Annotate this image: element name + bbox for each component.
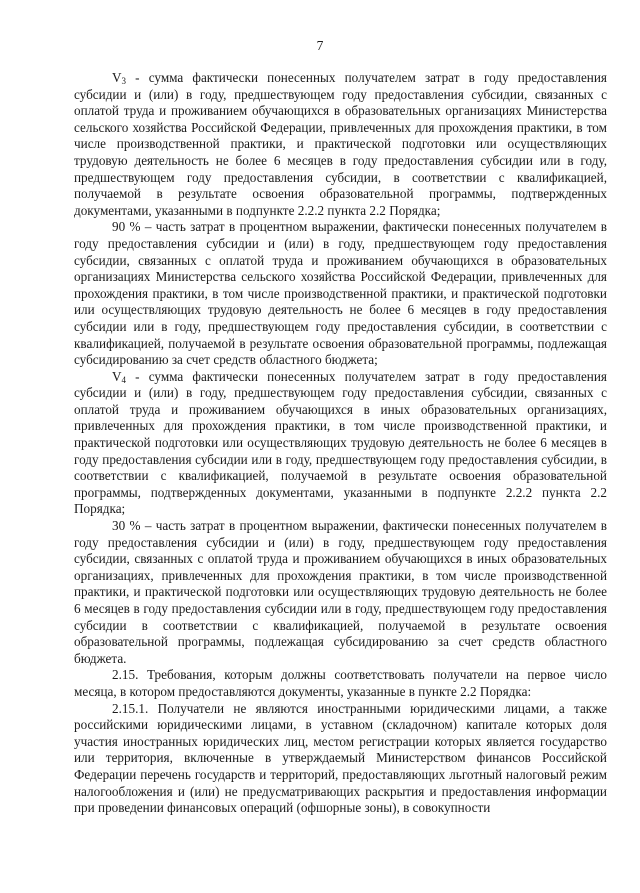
paragraph-v4: $V_4$ - сумма фактически понесенных получателем затрат в году предоставления субсидии и (или) в году, предшествующем году предоставления субсидии, связанных с оплатой труда и проживанием обучающихся в иных образовательных организациях, привлеченных для прохождения практики, в том числе производственной практики, и практической подготовки или осуществляющих трудовую деятельность не более 6 месяцев в году предоставления субсидии или в году, предшествующем году предоставления субсидии, в соответствии с квалификацией, получаемой в результате освоения образовательной программы, подтвержденных документами, указанными в подпункте 2.2.2 пункта 2.2 Порядка; (74, 368, 607, 517)
paragraph-v3: $V_3$ - сумма фактически понесенных получателем затрат в году предоставления субсидии и (или) в году, предшествующем году предоставления субсидии, связанных с оплатой труда и проживанием обучающихся в образовательных организациях Министерства сельского хозяйства Российской Федерации, привлеченных для прохождения практики, в том числе производственной практики, и практической подготовки или осуществляющих трудовую деятельность не более 6 месяцев в году предоставления субсидии или в году, предшествующем году предоставления субсидии, в соответствии с квалификацией, получаемой в результате освоения образовательной программы, подтвержденных документами, указанными в подпункте 2.2.2 пункта 2.2 Порядка; (74, 70, 607, 218)
variable-v4: $V_4$ (112, 368, 127, 385)
paragraph-30-percent: 30 % – часть затрат в процентном выражении, фактически понесенных получателем в году предоставления субсидии и (или) в году, предшествующем году предоставления субсидии, связанных с оплатой труда и проживанием обучающихся в иных образовательных организациях, привлеченных для прохождения практики, в том числе производственной практики, и практической подготовки или осуществляющих трудовую деятельность не более 6 месяцев в году предоставления субсидии или в году, предшествующем году предоставления субсидии в соответствии с квалификацией, получаемой в результате освоения образовательной программы, подлежащая субсидированию за счет средств областного бюджета. (74, 518, 607, 666)
document-body (74, 70, 607, 817)
page-number: 7 (316, 38, 324, 53)
paragraph-2-15: 2.15. Требования, которым должны соответствовать получатели на первое число месяца, в котором предоставляются документы, указанные в пункте 2.2 Порядка: (74, 667, 607, 699)
variable-v3: $V_3$ (112, 70, 127, 86)
paragraph-90-percent: 90 % – часть затрат в процентном выражении, фактически понесенных получателем в году предоставления субсидии и (или) в году, предшествующем году предоставления субсидии, связанных с оплатой труда и проживанием обучающихся в образовательных организациях Министерства сельского хозяйства Российской Федерации, привлеченных для прохождения практики, в том числе производственной практики, и практической подготовки или осуществляющих трудовую деятельность не более 6 месяцев в году предоставления субсидии или в году, предшествующем году предоставления субсидии, в соответствии с квалификацией, получаемой в результате освоения образовательной программы, подлежащая субсидированию за счет средств областного бюджета; (74, 219, 607, 368)
paragraph-2-15-1: 2.15.1. Получатели не являются иностранными юридическими лицами, а также российскими юридическими лицами, в уставном (складочном) капитале которых доля участия иностранных юридических лиц, местом регистрации которых является государство или территория, включенные в утверждаемый Министерством финансов Российской Федерации перечень государств и территорий, предоставляющих льготный налоговый режим налогообложения и (или) не предусматривающих раскрытия и предоставления информации при проведении финансовых операций (офшорные зоны), в совокупности (74, 700, 607, 816)
